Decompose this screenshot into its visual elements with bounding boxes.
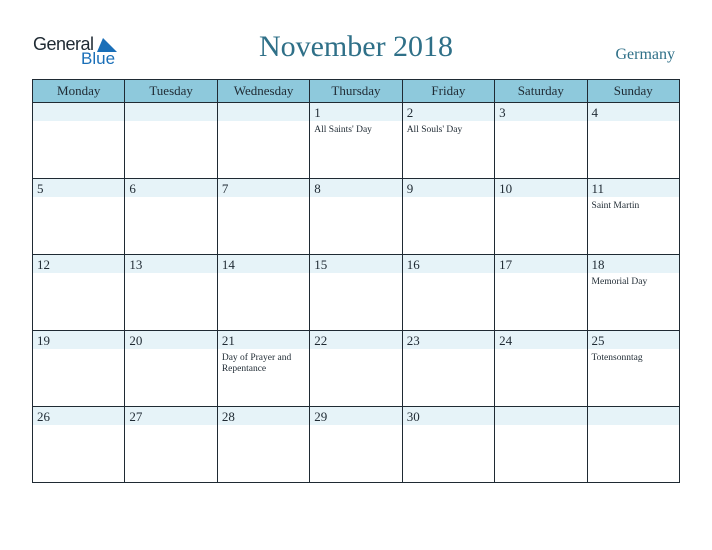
day-number: 7 bbox=[221, 181, 229, 196]
week-row bbox=[33, 331, 680, 407]
day-number-band bbox=[588, 407, 679, 425]
day-number: 2 bbox=[406, 105, 414, 120]
day-number: 6 bbox=[129, 181, 136, 196]
holiday-label: All Souls' Day bbox=[406, 125, 463, 135]
day-number-band bbox=[495, 407, 586, 425]
logo-text-blue: Blue bbox=[81, 49, 116, 68]
holiday-label: Saint Martin bbox=[591, 201, 640, 211]
logo-text-general: General bbox=[33, 34, 94, 54]
day-cell bbox=[33, 407, 125, 483]
day-cell bbox=[495, 179, 587, 255]
day-number: 17 bbox=[499, 257, 513, 272]
day-cell bbox=[402, 255, 494, 331]
calendar-title: November 2018 bbox=[258, 30, 454, 63]
day-cell bbox=[402, 331, 494, 407]
day-number-band bbox=[403, 103, 494, 121]
day-cell bbox=[587, 255, 679, 331]
month-calendar bbox=[32, 79, 680, 483]
weekday-thursday: Thursday bbox=[310, 80, 402, 103]
day-cell bbox=[33, 103, 125, 179]
day-number: 29 bbox=[314, 409, 328, 424]
day-cell bbox=[33, 331, 125, 407]
day-number: 11 bbox=[591, 181, 605, 196]
holiday-label: All Saints' Day bbox=[314, 125, 372, 135]
day-number-band bbox=[310, 103, 401, 121]
day-number: 22 bbox=[314, 333, 328, 348]
day-cell bbox=[310, 331, 402, 407]
day-number: 23 bbox=[406, 333, 420, 348]
day-number-band bbox=[588, 103, 679, 121]
day-number: 3 bbox=[499, 105, 506, 120]
week-row bbox=[33, 103, 680, 179]
week-row bbox=[33, 407, 680, 483]
weekday-header-row bbox=[33, 80, 680, 103]
day-cell bbox=[495, 407, 587, 483]
weekday-sunday: Sunday bbox=[587, 80, 679, 103]
day-number-band bbox=[33, 103, 124, 121]
day-number: 4 bbox=[591, 105, 599, 120]
holiday-label: Memorial Day bbox=[591, 277, 648, 287]
day-cell bbox=[33, 179, 125, 255]
day-number: 1 bbox=[314, 105, 321, 120]
day-number: 30 bbox=[406, 409, 420, 424]
day-cell bbox=[310, 179, 402, 255]
day-cell bbox=[125, 407, 217, 483]
day-number-band bbox=[125, 103, 216, 121]
generalblue-logo bbox=[33, 34, 128, 68]
day-number-band bbox=[403, 179, 494, 197]
day-cell bbox=[310, 255, 402, 331]
day-number: 16 bbox=[406, 257, 420, 272]
day-number: 10 bbox=[499, 181, 513, 196]
day-number: 26 bbox=[37, 409, 50, 424]
day-number-band bbox=[310, 179, 401, 197]
day-cell bbox=[495, 255, 587, 331]
day-number-band bbox=[218, 179, 309, 197]
day-cell bbox=[125, 331, 217, 407]
day-number: 27 bbox=[129, 409, 143, 424]
day-cell bbox=[402, 407, 494, 483]
day-number: 15 bbox=[314, 257, 328, 272]
day-cell bbox=[217, 103, 309, 179]
weekday-friday: Friday bbox=[402, 80, 494, 103]
country-label: Germany bbox=[615, 46, 675, 63]
weekday-saturday: Saturday bbox=[495, 80, 587, 103]
weekday-tuesday: Tuesday bbox=[125, 80, 217, 103]
day-number: 21 bbox=[221, 333, 235, 348]
week-row bbox=[33, 179, 680, 255]
day-cell bbox=[217, 407, 309, 483]
week-row bbox=[33, 255, 680, 331]
holiday-label: Day of Prayer and Repentance bbox=[221, 353, 292, 374]
day-number: 5 bbox=[37, 181, 44, 196]
day-number-band bbox=[33, 179, 124, 197]
day-cell bbox=[33, 255, 125, 331]
weekday-wednesday: Wednesday bbox=[217, 80, 309, 103]
day-number-band bbox=[495, 103, 586, 121]
day-cell bbox=[587, 331, 679, 407]
day-cell bbox=[217, 255, 309, 331]
day-number-band bbox=[125, 179, 216, 197]
day-cell bbox=[310, 407, 402, 483]
day-cell bbox=[125, 179, 217, 255]
day-cell bbox=[125, 103, 217, 179]
day-number: 24 bbox=[499, 333, 513, 348]
day-number: 9 bbox=[406, 181, 414, 196]
day-number: 18 bbox=[591, 257, 605, 272]
day-number-band bbox=[218, 103, 309, 121]
day-number: 20 bbox=[129, 333, 143, 348]
day-cell bbox=[587, 103, 679, 179]
day-cell bbox=[495, 331, 587, 407]
holiday-label: Totensonntag bbox=[591, 353, 643, 363]
day-cell bbox=[402, 103, 494, 179]
day-number: 25 bbox=[591, 333, 605, 348]
day-cell bbox=[587, 407, 679, 483]
day-number: 13 bbox=[129, 257, 143, 272]
day-cell bbox=[217, 179, 309, 255]
day-cell bbox=[125, 255, 217, 331]
day-cell bbox=[587, 179, 679, 255]
day-number: 8 bbox=[314, 181, 321, 196]
day-cell bbox=[402, 179, 494, 255]
day-number: 19 bbox=[37, 333, 50, 348]
day-cell bbox=[495, 103, 587, 179]
day-cell bbox=[217, 331, 309, 407]
day-number: 14 bbox=[221, 257, 235, 272]
day-number: 12 bbox=[37, 257, 50, 272]
day-number: 28 bbox=[221, 409, 235, 424]
day-cell bbox=[310, 103, 402, 179]
weekday-monday: Monday bbox=[33, 80, 125, 103]
